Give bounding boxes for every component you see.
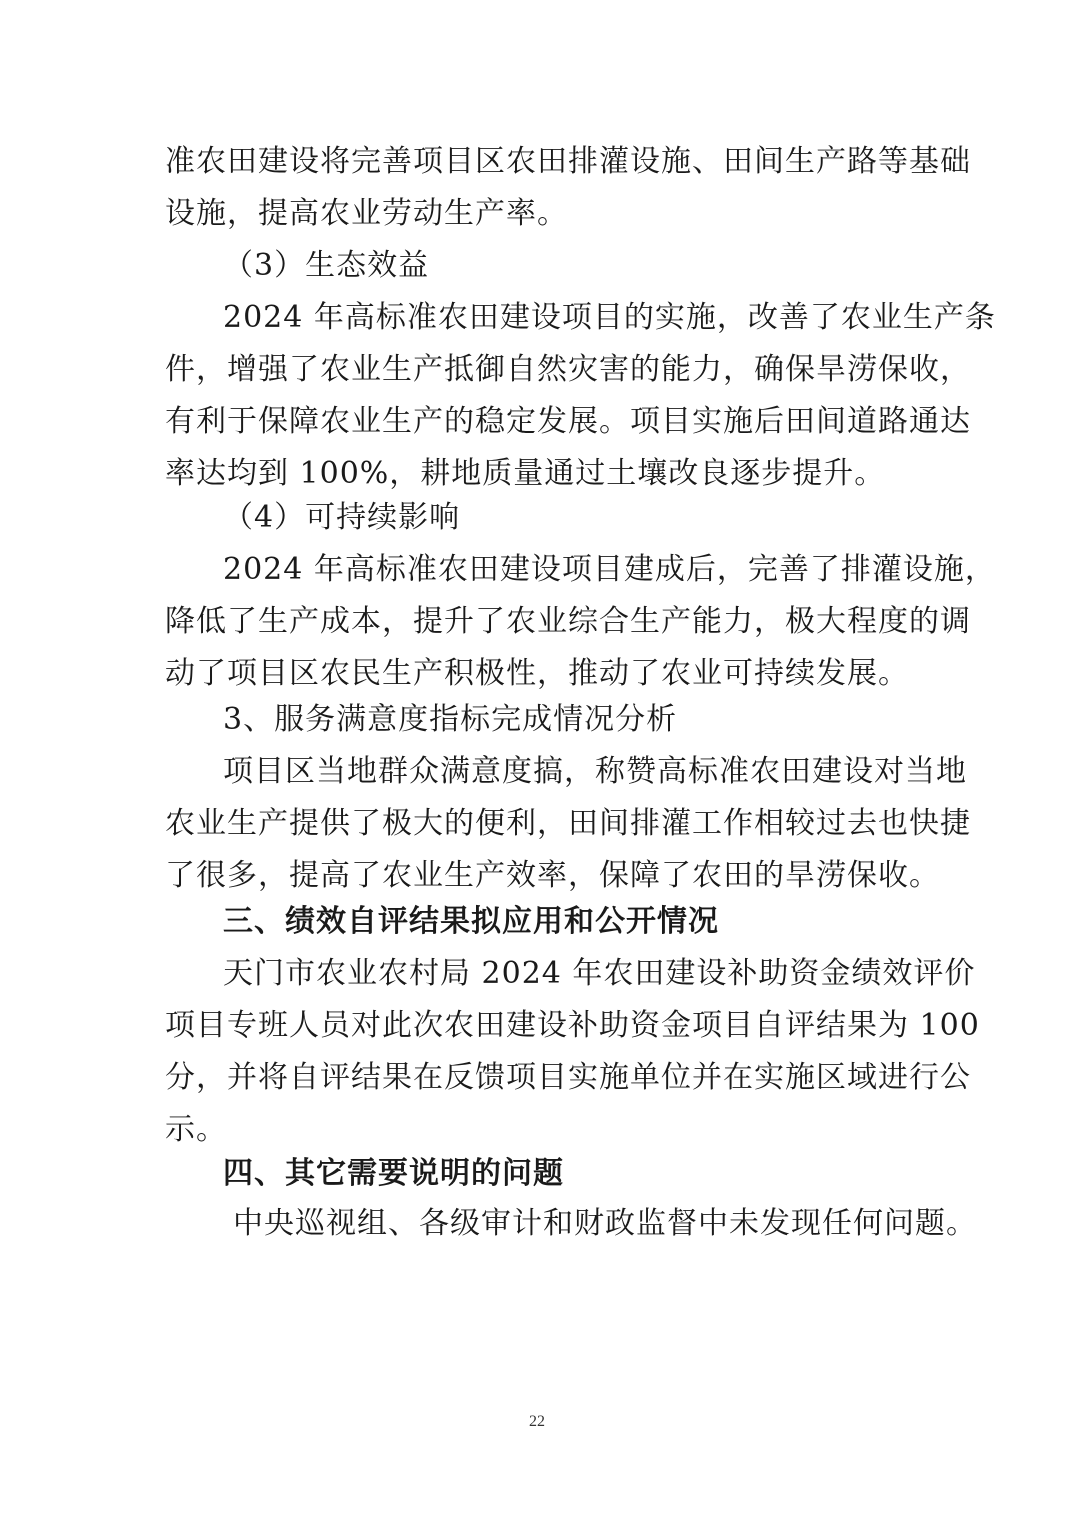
paragraph-sustainable-impact	[165, 544, 996, 700]
subsection-heading-sustainable-impact	[165, 492, 915, 544]
section-heading-results-application	[165, 896, 915, 948]
body-text	[165, 136, 971, 240]
subsection-heading-ecological-benefit	[165, 240, 915, 292]
paragraph-line: 动了项目区农民生产积极性，推动了农业可持续发展。	[165, 656, 909, 691]
heading-line: 四、其它需要说明的问题	[223, 1156, 564, 1191]
subheading-line: （4）可持续影响	[223, 500, 461, 535]
paragraph-line: 2024 年高标准农田建设项目建成后，完善了排灌设施，	[223, 552, 996, 587]
section-heading-satisfaction	[165, 694, 915, 746]
paragraph-line: 准农田建设将完善项目区农田排灌设施、田间生产路等基础	[165, 144, 971, 179]
page-number: 22	[529, 1413, 545, 1430]
paragraph-line: 天门市农业农村局 2024 年农田建设补助资金绩效评价	[223, 956, 976, 991]
paragraph-line: 项目专班人员对此次农田建设补助资金项目自评结果为 100	[165, 1008, 980, 1043]
paragraph-line: 项目区当地群众满意度搞，称赞高标准农田建设对当地	[223, 754, 967, 789]
subheading-line: （3）生态效益	[223, 248, 430, 283]
paragraph-line: 降低了生产成本，提升了农业综合生产能力，极大程度的调	[165, 604, 971, 639]
paragraph-line: 示。	[165, 1112, 227, 1147]
paragraph-line: 率达均到 100%，耕地质量通过土壤改良逐步提升。	[165, 456, 886, 491]
paragraph-line: 农业生产提供了极大的便利，田间排灌工作相较过去也快捷	[165, 806, 971, 841]
paragraph-line: 设施，提高农业劳动生产率。	[165, 196, 568, 231]
subheading-line: 3、服务满意度指标完成情况分析	[223, 702, 678, 737]
heading-line: 三、绩效自评结果拟应用和公开情况	[223, 904, 719, 939]
paragraph-line: 分，并将自评结果在反馈项目实施单位并在实施区域进行公	[165, 1060, 971, 1095]
paragraph-results-application	[165, 948, 980, 1156]
paragraph-other-issues	[165, 1198, 977, 1250]
paragraph-satisfaction	[165, 746, 971, 902]
paragraph-line: 中央巡视组、各级审计和财政监督中未发现任何问题。	[233, 1206, 977, 1241]
section-heading-other-issues	[165, 1148, 915, 1200]
paragraph-line: 有利于保障农业生产的稳定发展。项目实施后田间道路通达	[165, 404, 971, 439]
paragraph-line: 2024 年高标准农田建设项目的实施，改善了农业生产条	[223, 300, 996, 335]
paragraph-line: 了很多，提高了农业生产效率，保障了农田的旱涝保收。	[165, 858, 940, 893]
paragraph-line: 件，增强了农业生产抵御自然灾害的能力，确保旱涝保收，	[165, 352, 971, 387]
paragraph-ecological-benefit	[165, 292, 996, 500]
